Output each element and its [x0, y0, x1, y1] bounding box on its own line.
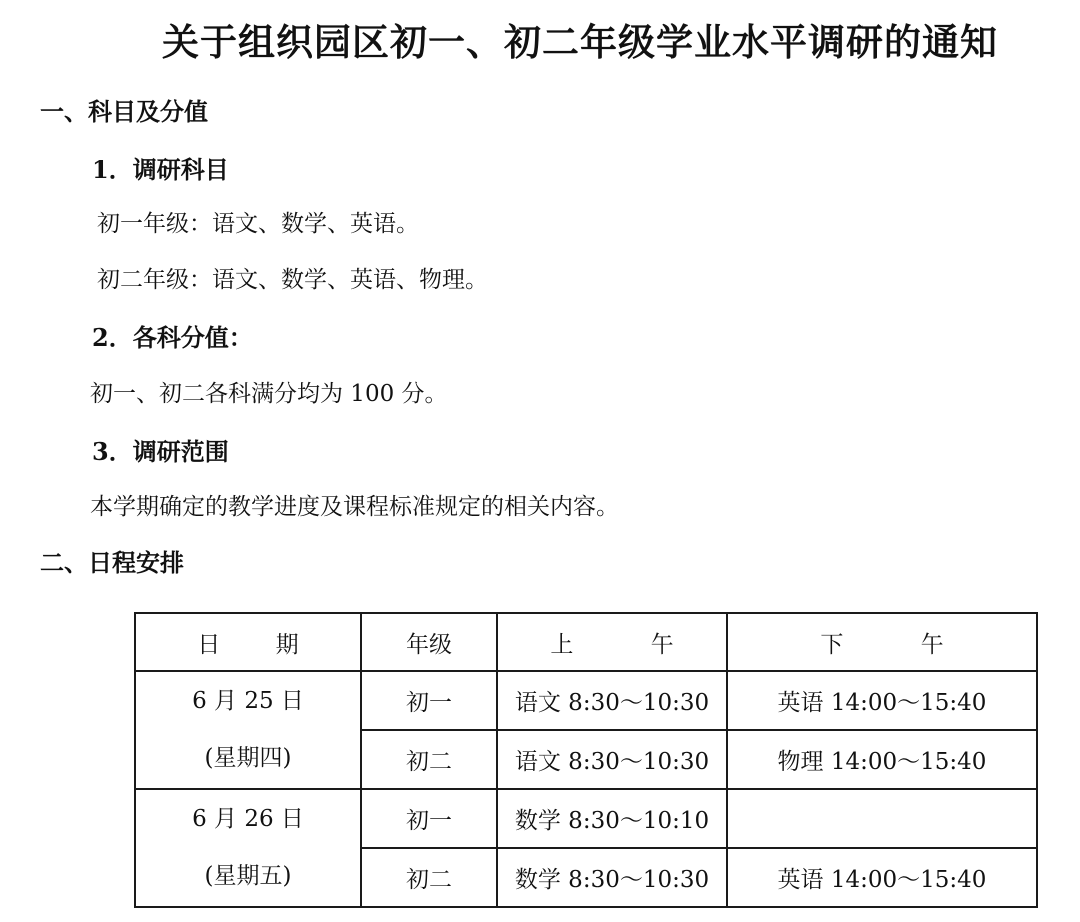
- date-cell-day1: [135, 671, 361, 789]
- date-label: 6 月 26 日: [192, 806, 304, 832]
- table-row: [135, 789, 1037, 848]
- header-grade: 年级: [361, 613, 497, 671]
- afternoon-cell: 物理 14:00～15:40: [727, 730, 1037, 789]
- afternoon-cell: [727, 789, 1037, 848]
- subheading-scores: 2．各科分值：: [92, 323, 253, 352]
- morning-cell: 数学 8:30～10:10: [497, 789, 727, 848]
- grade7-subjects-text: 初一年级：语文、数学、英语。: [97, 211, 419, 237]
- schedule-table: [134, 612, 1038, 908]
- scope-text: 本学期确定的教学进度及课程标准规定的相关内容。: [90, 494, 619, 520]
- morning-cell: 语文 8:30～10:30: [497, 730, 727, 789]
- table-row: [135, 671, 1037, 730]
- subheading-scope: 3．调研范围: [92, 437, 229, 466]
- date-cell-day2: [135, 789, 361, 907]
- section-heading-subjects: 一、科目及分值: [40, 97, 208, 126]
- grade-cell: 初二: [361, 730, 497, 789]
- subheading-subjects: 1．调研科目: [92, 155, 229, 184]
- afternoon-cell: 英语 14:00～15:40: [727, 671, 1037, 730]
- grade-cell: 初一: [361, 789, 497, 848]
- grade-cell: 初二: [361, 848, 497, 907]
- grade8-subjects-text: 初二年级：语文、数学、英语、物理。: [97, 267, 488, 293]
- morning-cell: 数学 8:30～10:30: [497, 848, 727, 907]
- date-label: 6 月 25 日: [192, 688, 304, 714]
- table-header-row: [135, 613, 1037, 671]
- afternoon-cell: 英语 14:00～15:40: [727, 848, 1037, 907]
- page-title: 关于组织园区初一、初二年级学业水平调研的通知: [162, 20, 998, 64]
- header-afternoon: 下 午: [727, 613, 1037, 671]
- weekday-label: (星期四): [204, 745, 292, 771]
- grade-cell: 初一: [361, 671, 497, 730]
- weekday-label: (星期五): [204, 863, 292, 889]
- header-morning: 上 午: [497, 613, 727, 671]
- scores-text: 初一、初二各科满分均为 100 分。: [90, 381, 448, 407]
- section-heading-schedule: 二、日程安排: [40, 548, 184, 577]
- header-date: 日 期: [135, 613, 361, 671]
- morning-cell: 语文 8:30～10:30: [497, 671, 727, 730]
